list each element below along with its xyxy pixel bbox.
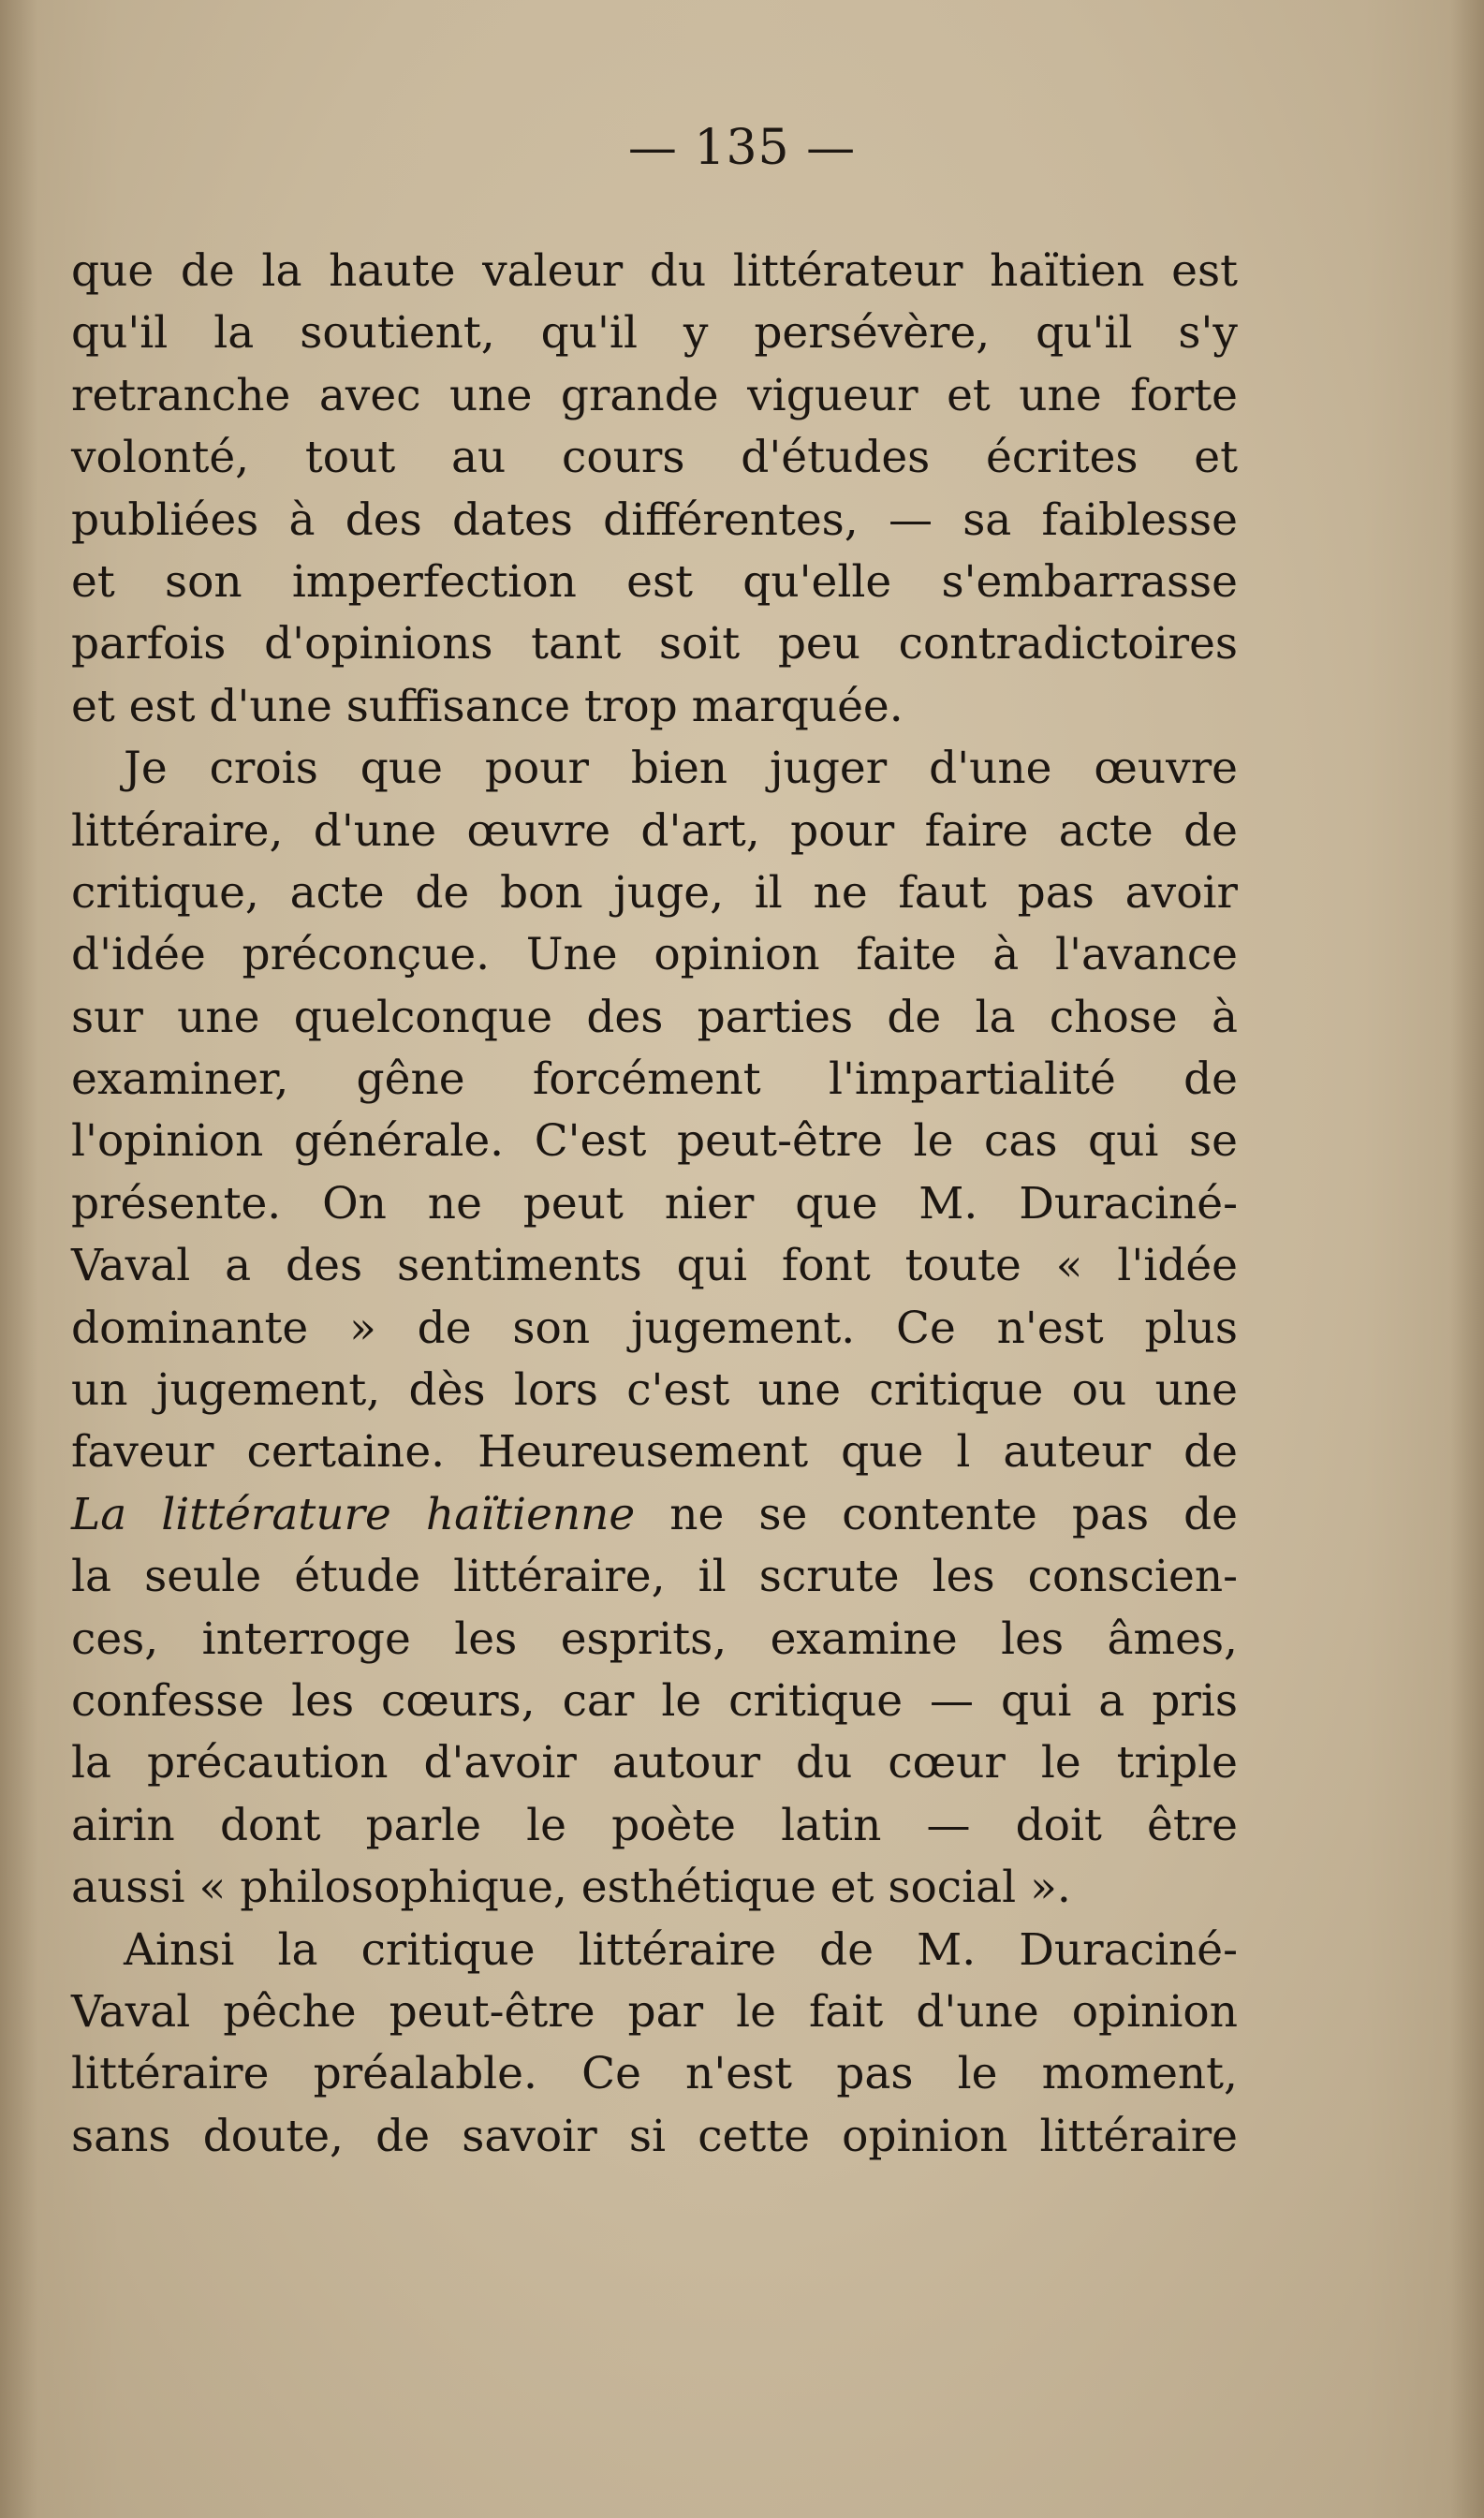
text-line: Vaval pêche peut-être par le fait d'une opinion xyxy=(71,1985,1238,2038)
text-line: l'opinion générale. C'est peut-être le cas qui se xyxy=(71,1115,1238,1168)
page-edge-shadow-left xyxy=(0,0,37,2518)
text-line: que de la haute valeur du littérateur haïtien est xyxy=(71,245,1238,297)
text-line: publiées à des dates différentes, — sa faiblesse xyxy=(71,493,1238,546)
paragraph-3 xyxy=(71,1920,1238,2169)
text-line: la précaution d'avoir autour du cœur le triple xyxy=(71,1737,1238,1789)
text-line: dominante » de son jugement. Ce n'est plus xyxy=(71,1302,1238,1354)
text-line-with-title xyxy=(71,1484,1238,1546)
page-number: — 135 — xyxy=(627,120,857,176)
text-line: Vaval a des sentiments qui font toute « l'idée xyxy=(71,1240,1238,1292)
text-line: littéraire préalable. Ce n'est pas le moment, xyxy=(71,2048,1238,2100)
text-fragment: ne se contente pas de xyxy=(635,1488,1238,1540)
text-line: examiner, gêne forcément l'impartialité de xyxy=(71,1053,1238,1106)
text-line: un jugement, dès lors c'est une critique ou une xyxy=(71,1364,1238,1417)
body-text xyxy=(71,241,1238,2168)
text-line: faveur certaine. Heureusement que l auteur de xyxy=(71,1426,1238,1479)
text-line: retranche avec une grande vigueur et une forte xyxy=(71,369,1238,421)
text-line: d'idée préconçue. Une opinion faite à l'avance xyxy=(71,929,1238,981)
text-line: airin dont parle le poète latin — doit être xyxy=(71,1799,1238,1851)
text-line: confesse les cœurs, car le critique — qui a pris xyxy=(71,1674,1238,1727)
text-line: sur une quelconque des parties de la chose à xyxy=(71,991,1238,1043)
page-edge-shadow-right xyxy=(1450,0,1484,2518)
text-line: parfois d'opinions tant soit peu contradictoires xyxy=(71,618,1238,670)
text-line: Je crois que pour bien juger d'une œuvre xyxy=(124,743,1238,795)
book-title: La littérature haïtienne xyxy=(71,1488,636,1540)
text-line: volonté, tout au cours d'études écrites et xyxy=(71,432,1238,484)
text-line: qu'il la soutient, qu'il y persévère, qu'il s'y xyxy=(71,307,1238,360)
text-line: présente. On ne peut nier que M. Duraciné- xyxy=(71,1177,1238,1230)
text-line: ces, interroge les esprits, examine les âmes, xyxy=(71,1612,1238,1665)
text-line: et son imperfection est qu'elle s'embarrasse xyxy=(71,555,1238,608)
text-line: aussi « philosophique, esthétique et social ». xyxy=(71,1862,1071,1914)
text-line: Ainsi la critique littéraire de M. Duraciné- xyxy=(124,1923,1238,1976)
text-line: critique, acte de bon juge, il ne faut pas avoir xyxy=(71,866,1238,919)
paragraph-1 xyxy=(71,241,1238,738)
text-line: sans doute, de savoir si cette opinion littéraire xyxy=(71,2110,1238,2162)
text-line: et est d'une suffisance trop marquée. xyxy=(71,680,904,732)
text-line: littéraire, d'une œuvre d'art, pour faire acte de xyxy=(71,804,1238,857)
paragraph-2 xyxy=(71,738,1238,1919)
text-line: la seule étude littéraire, il scrute les conscien- xyxy=(71,1551,1238,1603)
